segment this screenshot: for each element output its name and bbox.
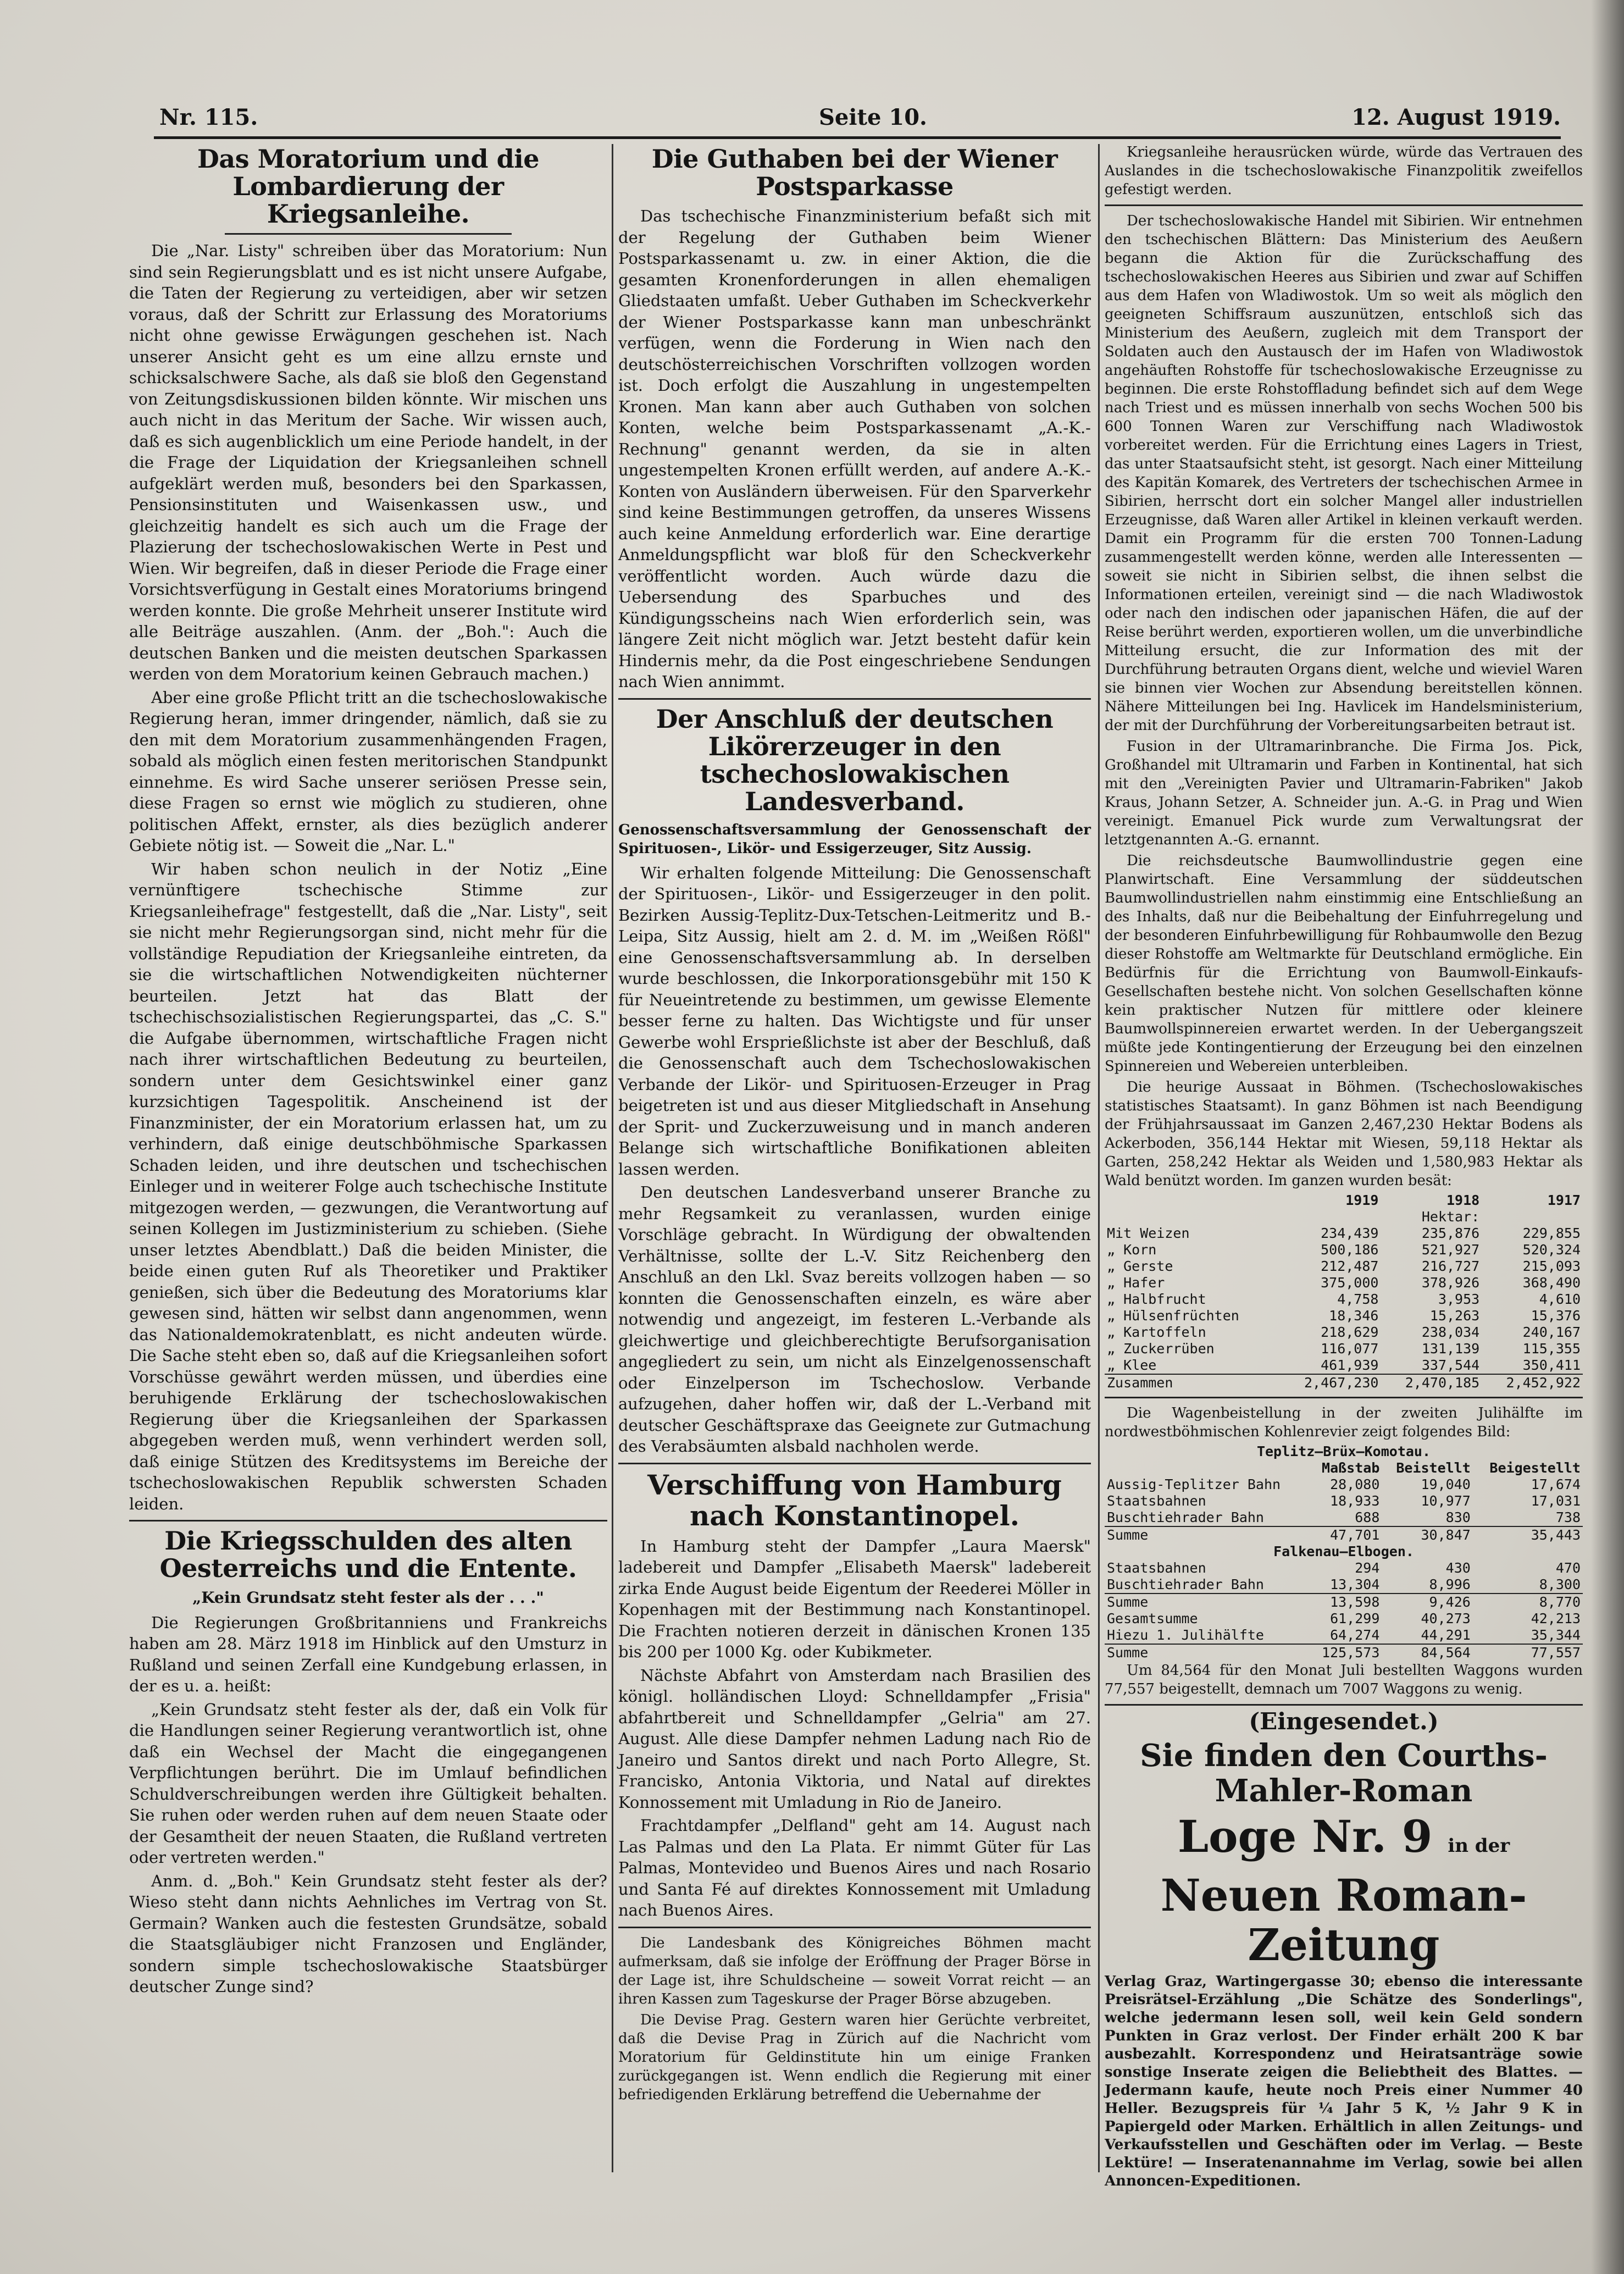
table-row: Gesamtsumme 61,299 40,273 42,213 [1107,1611,1581,1626]
unit-cell: Hektar: [1421,1209,1480,1225]
table-row [1105,1509,1583,1526]
column-divider [612,144,613,2172]
unit-row [1105,1209,1583,1225]
table-row [1105,1308,1583,1324]
paragraph: Wir haben schon neulich in der Notiz „Eine vernünftigere tschechische Stimme zur Kriegsanleihefrage" festgestellt, daß die „Nar. Listy", seit sie nicht mehr Regierungsorgan sind, nicht mehr für die vollständige Repudiation der Kriegsanleihe eintreten, da sie die wirtschaftlichen Notwendigkeiten nüchterner beurteilen. Jetzt hat das Blatt der tschechischsozialistischen Regierungspartei, das „C. S." die Aufgabe übernommen, wirtschaftliche Fragen nicht nach ihrer wirtschaftlichen Bedeutung zu beurteilen, sondern unter dem Gesichtswinkel einer ganz kurzsichtigen Tagespolitik. Anscheinend ist der Finanzminister, der ein Moratorium erlassen hat, um zu verhindern, daß einige deutschböhmische Sparkassen Schaden leiden, und ihre deutschen und tschechischen Einleger und in weiterer Folge auch tschechische Institute mitgezogen werden, — gezwungen, die Verantwortung auf seinen Kollegen im Justizministerium zu schieben. (Siehe unser letztes Abendblatt.) Daß die beiden Minister, die beide einen guten Ruf als Theoretiker und Praktiker genießen, sich über die Bedeutung des Moratoriums klar gewesen sind, hätten wir selbst dann angenommen, wenn das Nationaldemokratenblatt, es nicht andeuten würde. Die Sache steht eben so, daß auf die Kriegsanleihen sofort Vorschüsse gewährt werden müssen, und überdies eine beruhigende Erklärung der tschechoslowakischen Regierung über die Kriegsanleihen der Sparkassen abgegeben werden muß, wenn verhindert werden soll, daß einige Stützen des Kreditsystems im Bereiche der tschechoslowakischen Republik schwersten Schaden leiden. [129,859,607,1513]
table-header-row [1105,1192,1583,1209]
value-cell: 10,977 [1421,1493,1471,1509]
value-cell: 216,727 [1421,1258,1480,1274]
page-edge-shadow [1591,0,1624,2274]
paragraph: Frachtdampfer „Delfland" geht am 14. August nach Las Palmas und den La Plata. Er nimmt Güter für Las Palmas, Montevideo und Buenos Aires und nach Rosario und Santa Fé auf direktes Konnossement mit Umladung nach Buenos Aires. [618,1816,1091,1919]
value-cell: 212,487 [1321,1258,1379,1274]
column-3 [1105,143,1583,2189]
value-cell: 688 [1355,1509,1380,1525]
notice-devise-prag: Die Devise Prag. Gestern waren hier Gerüchte verbreitet, daß die Devise Prag in Zürich auf die Nachricht vom Moratorium für Geldinstitute hin um einige Franken zurückgegangen ist. Wenn endlich die Regierung mit einer befriedigenden Erklärung betreffend die Uebernahme der [618,2011,1091,2103]
value-cell: 15,376 [1531,1308,1581,1324]
divider [225,233,512,235]
year-cell: 1919 [1345,1192,1379,1208]
value-cell: 131,139 [1421,1341,1480,1357]
value-cell: 470 [1555,1560,1581,1576]
article-lead: „Kein Grundsatz steht fester als der . . ." [192,1589,544,1607]
paragraph: Das tschechische Finanzministerium befaßt sich mit der Regelung der Guthaben beim Wiener Postsparkassenamt u. zw. in einer Aktion, die die gesamten Kronenforderungen in allen ehemaligen Gliedstaaten umfaßt. Ueber Guthaben im Scheckverkehr der Wiener Postsparkasse kann man unbeschränkt verfügen, wenn die Forderung in Wien nach den deutschösterreichischen Vorschriften vollzogen worden ist. Doch erfolgt die Auszahlung in ungestempelten Kronen. Man kann aber auch Guthaben von solchen Konten, welche beim Postsparkassenamt „A.-K.-Rechnung" genannt werden, da sie in alten ungestempelten Kronen erfüllt werden, auf andere A.-K.-Konten von Ausländern überweisen. Für den Sparverkehr sind keine Bestimmungen getroffen, da unseres Wissens auch keine Anmeldung erforderlich war. Eine derartige Anmeldungspflicht war bloß für den Scheckverkehr veröffentlicht worden. Auch würde dazu die Uebersendung des Sparbuches und des Kündigungsscheins nach Wien erforderlich sein, was längere Zeit nicht möglich war. Jetzt besteht dafür kein Hindernis mehr, da die Post eingeschriebene Sendungen nach Wien annimmt. [618,207,1091,691]
column-2 [618,143,1091,2177]
divider [618,698,1091,700]
divider [129,1520,607,1521]
row-label: Aussig-Teplitzer Bahn [1107,1476,1281,1492]
value-cell: 350,411 [1522,1357,1581,1373]
paragraph: Nächste Abfahrt von Amsterdam nach Brasilien des königl. holländischen Lloyd: Schnelldampfer „Frisia" abfahrtbereit und Schnelldampfer „Gelria" am 27. August. Alle diese Dampfer nehmen Ladung nach Rio de Janeiro und Santos direkt und nach Porto Allegre, St. Francisko, Antonia Viktoria, und Natal auf direktes Konnossement mit Umladung in Rio de Janeiro. [618,1666,1091,1812]
row-label: Buschtiehrader Bahn [1107,1576,1264,1592]
row-label: Mit Weizen [1107,1225,1190,1241]
value-cell: 3,953 [1438,1291,1480,1307]
paragraph: Die „Nar. Listy" schreiben über das Moratorium: Nun sind sein Regierungsblatt und es ist nicht unsere Aufgabe, die Taten der Regierung zu verteidigen, aber wir setzen voraus, daß der Schritt zur Erlassung des Moratoriums nicht ohne gewisse Erwägungen geschehen ist. Nach unserer Ansicht geht es um eine allzu ernste und schicksalschwere Sache, als daß sie bloß den Gegenstand von Zeitungsdiskussionen bilden könnte. Wir mischen uns auch nicht in das Meritum der Sache. Wir wissen auch, daß es sich augenblicklich um eine Periode handelt, in der die Frage der Liquidation der Kriegsanleihen schnell aufgeklärt werden muß, besonders bei den Sparkassen, Pensionsinstituten und Waisenkassen usw., und gleichzeitig handelt es sich auch um die Frage der Plazierung der tschechoslowakischen Werte in Pest und Wien. Wir begreifen, daß in dieser Periode die Frage einer Vorsichtsverfügung in Gestalt eines Moratoriums bringend werden konnte. Die große Mehrheit unserer Institute wird alle Beiträge auszahlen. (Anm. der „Boh.": Auch die deutschen Banken und die meisten deutschen Sparkassen werden von dem Moratorium keinen Gebrauch machen.) [129,241,607,683]
article-title-likoerzeuger: Der Anschluß der deutschen Likörerzeuger in den tschechoslowakischen Landesverband. [656,704,1054,816]
value-cell: 4,610 [1539,1291,1581,1307]
divider [618,1927,1091,1928]
row-label: „ Klee [1107,1357,1157,1373]
row-label: „ Kartoffeln [1107,1324,1206,1340]
paragraph: Die Regierungen Großbritanniens und Frankreichs haben am 28. März 1918 im Hinblick auf den Umsturz in Rußland und seinen Zerfall eine Kundgebung erlassen, in der es u. a. heißt: [129,1613,607,1695]
paragraph: Anm. d. „Boh." Kein Grundsatz steht fester als der? Wieso steht dann nichts Aehnliches im Vertrag von St. Germain? Wanken auch die festesten Grundsätze, sobald die Staatsgläubiger nicht Franzosen und Engländer, sondern simple tschechoslowakische Staatsbürger deutscher Zunge sind? [129,1871,607,1996]
advert-text: Verlag Graz, Wartingergasse 30; ebenso die interessante Preisrätsel-Erzählung „Die Schätze des Sonderlings", welche jedermann lesen soll, weil kein Geld sondern Punkten in Graz verlost. Der Finder erhält 200 K bar ausbezahlt. Korrespondenz und Heiratsanträge sowie sonstige Inserate zeigen die Beliebtheit des Blattes. — Jedermann kaufe, heute noch Preis einer Nummer 40 Heller. Bezugspreis für ¼ Jahr 5 K, ½ Jahr 9 K in Papiergeld oder Marken. Erhältlich in allen Zeitungs- und Verkaufsstellen und Geschäften oder im Verlag. — Beste Lektüre! — Inseratenannahme im Verlag, sowie bei allen Annoncen-Expeditionen. [1105,1973,1583,2189]
crop-table [1105,1192,1583,1391]
divider [1105,1704,1583,1706]
table-row [1105,1357,1583,1374]
value-cell: 521,927 [1421,1242,1480,1258]
article-title-postsparkasse: Die Guthaben bei der Wiener Postsparkasse [651,144,1058,201]
row-label: „ Hafer [1107,1275,1165,1291]
value-cell: 461,939 [1321,1357,1379,1373]
table-row [1105,1341,1583,1357]
advert-headline: Sie finden den Courths-Mahler-Roman [1140,1737,1548,1809]
article-subtitle: Genossenschaftsversammlung der Genossenschaft der Spirituosen-, Likör- und Essigerzeuger, Sitz Aussig. [618,821,1091,857]
table-row: Zusammen 2,467,230 2,470,185 2,452,922 [1105,1374,1583,1391]
value-cell: 235,876 [1421,1225,1480,1241]
wagon-table [1105,1443,1583,1661]
value-cell: 368,490 [1522,1275,1581,1291]
table-row [1105,1476,1583,1493]
row-label: „ Halbfrucht [1107,1291,1206,1307]
issue-number: Nr. 115. [159,104,258,130]
value-cell: 520,324 [1522,1242,1581,1258]
paragraph: Aber eine große Pflicht tritt an die tschechoslowakische Regierung heran, immer dringender, nämlich, daß sie zu den mit dem Moratorium zusammenhängenden Fragen, sobald als möglich einen festen meritorischen Standpunkt einnehme. Es wird Sache unserer seriösen Presse sein, diese Fragen so ernst wie möglich zu studieren, ohne politischen Affekt, ernster, als dies bezüglich anderer Gebiete nötig ist. — Soweit die „Nar. L." [129,688,607,855]
year-cell: 1918 [1446,1192,1480,1208]
table-row [1105,1291,1583,1308]
table-row [1105,1324,1583,1341]
value-cell: 830 [1445,1509,1471,1525]
notice-sibirien: Der tschechoslowakische Handel mit Sibirien. Wir entnehmen den tschechischen Blättern: Das Ministerium des Aeußern begann die Aktion für die Zurückschaffung des tschechoslowakischen Heeres aus Sibirien und zwar auf Schiffen aus dem Hafen von Wladiwostok. Um so weit als möglich den geeigneten Schiffsraum auszunützen, entschloß sich das Ministerium des Aeußern, zugleich mit dem Transport der Soldaten auch den Austausch der im Hafen von Wladiwostok angehäuften Rohstoffe für tschechoslowakische Erzeugnisse zu beginnen. Die erste Rohstoffladung befindet sich auf dem Wege nach Triest und es müssen innerhalb von sechs Wochen 500 bis 600 Tonnen Waren zur Verschiffung nach Wladiwostok vorbereitet werden. Für die Errichtung eines Lagers in Triest, das unter Staatsaufsicht steht, ist gesorgt. Nach einer Mitteilung des Kapitän Komarek, des Vertreters der tschechischen Armee in Sibirien, herrscht dort ein solcher Mangel aller industriellen Erzeugnisse, daß Waren aller Artikel in kleinen verkauft werden. Damit ein Programm für die ersten 700 Tonnen-Ladung zusammengestellt werden könne, werden alle Interessenten — soweit sie nicht in Sibirien selbst, die ihnen selbst die Informationen erteilen, vereinigt sind — die nach Wladiwostok oder nach den indischen oder japanischen Häfen, die auf der Reise berührt werden, exportieren wollen, um die unverbindliche Mitteilung ersucht, die zur Information des mit der Durchführung betrauten Organs dient, welche und wieviel Waren sie binnen vier Wochen zur Absendung bereitstellen können. Nähere Mitteilungen bei Ing. Havlicek im Handelsministerium, der mit der Durchführung der Vorbereitungsarbeiten betraut ist. [1105,213,1583,734]
table-row [1105,1242,1583,1258]
column-1 [129,143,607,2177]
row-label: „ Korn [1107,1242,1157,1258]
value-cell: 8,996 [1429,1576,1471,1592]
paragraph: Wir erhalten folgende Mitteilung: Die Genossenschaft der Spirituosen-, Likör- und Essigerzeuger in den polit. Bezirken Aussig-Teplitz-Dux-Tetschen-Leitmeritz und B.-Leipa, Sitz Aussig, hielt am 2. d. M. im „Weißen Rößl" eine Genossenschaftsversammlung ab. In derselben wurde beschlossen, die Inkorporationsgebühr mit 150 K für Neueintretende zu bestimmen, um gewisse Elemente besser ferne zu halten. Das Wichtigste und für unser Gewerbe wohl Ersprießlichste ist aber der Beschluß, daß die Genossenschaft auch dem Tschechoslowakischen Verbande der Likör- und Spirituosen-Erzeuger in Prag beigetreten ist und aus dieser Mitgliedschaft in Ansehung der Sprit- und Zuckerzuweisung und in manch anderen Belange sich wirtschaftliche Bonifikationen ableiten lassen werden. [618,863,1091,1179]
notice-baumwolle: Die reichsdeutsche Baumwollindustrie gegen eine Planwirtschaft. Eine Versammlung der süddeutschen Baumwollindustriellen nahm einstimmig eine Entschließung an des Inhalts, daß nur die Beibehaltung der Einfuhrregelung und der besonderen Einfuhrbewilligung für Rohbaumwolle den Bezug dieser Rohstoffe am Weltmarkte für Deutschland ermögliche. Ein Bedürfnis für die Errichtung von Baumwoll-Einkaufs-Gesellschaften bestehe nicht. Von solchen Gesellschaften könne kein praktischer Nutzen für mittlere oder kleinere Baumwollspinnereien erwartet werden. In der Uebergangszeit müßte jede Kontingentierung der Erzeugung bei den einzelnen Spinnereien und Webereien unterbleiben. [1105,853,1583,1075]
issue-date: 12. August 1919. [1351,104,1561,130]
row-label: „ Zuckerrüben [1107,1341,1215,1357]
table-row [1105,1576,1583,1594]
section-row: Teplitz—Brüx—Komotau. [1256,1443,1431,1459]
table-row [1105,1493,1583,1509]
value-cell: 15,263 [1429,1308,1480,1324]
page-number: Seite 10. [819,104,927,130]
divider [1105,204,1583,206]
value-cell: 240,167 [1522,1324,1581,1340]
wagon-summary: Um 84,564 für den Monat Juli bestellten Waggons wurden 77,557 beigestellt, demnach um 7007 Waggons zu wenig. [1105,1662,1583,1697]
value-cell: 8,300 [1539,1576,1581,1592]
table-row [1105,1560,1583,1576]
value-cell: 378,926 [1421,1275,1480,1291]
notice-wagen: Die Wagenbeistellung in der zweiten Julihälfte im nordwestböhmischen Kohlenrevier zeigt folgendes Bild: [1105,1405,1583,1440]
divider [618,1463,1091,1464]
table-row: Summe 13,598 9,426 8,770 [1105,1594,1583,1611]
table-row: Summe 47,701 30,847 35,443 [1105,1526,1583,1543]
value-cell: 738 [1555,1509,1581,1525]
notice-ultramarin: Fusion in der Ultramarinbranche. Die Firma Jos. Pick, Großhandel mit Ultramarin und Farben in Kontinental, hat sich mit den „Vereinigten Pavier und Ultramarin-Fabriken" Jakob Kraus, Johann Setzer, A. Schneider jun. A.-G. in Prag und Wien vereinigt. Emanuel Pick wurde zum Verwaltungsrat der letztgenannten A.-G. ernannt. [1105,738,1583,848]
notice-landesbank: Die Landesbank des Königreiches Böhmen macht aufmerksam, daß sie infolge der Eröffnung der Prager Börse in der Lage ist, ihre Schuldscheine — soweit Vorrat reicht — an ihren Kassen zum Tageskurse der Prager Börse abzugeben. [618,1934,1091,2007]
paragraph-continued: Kriegsanleihe herausrücken würde, würde das Vertrauen des Auslandes in die tschechoslowakische Finanzpolitik zweifellos gefestigt werden. [1105,144,1583,198]
column-divider [1098,144,1100,2172]
table-row: Summe 125,573 84,564 77,557 [1105,1644,1583,1661]
header-rule [154,136,1561,139]
advert-title-publication: Neuen Roman-Zeitung [1160,1869,1527,1971]
value-cell: 19,040 [1421,1476,1471,1492]
row-label: Staatsbahnen [1107,1493,1206,1509]
row-label: „ Hülsenfrüchten [1107,1308,1239,1324]
table-row [1105,1275,1583,1291]
value-cell: 234,439 [1321,1225,1379,1241]
advert-title-connector: in der [1448,1834,1510,1857]
table-header-row: Maßstab Beistellt Beigestellt [1322,1460,1581,1476]
advert-title [1105,1812,1583,1969]
article-title-moratorium: Das Moratorium und die Lombardierung der Kriegsanleihe. [197,144,539,229]
value-cell: 218,629 [1321,1324,1379,1340]
value-cell: 215,093 [1522,1258,1581,1274]
value-cell: 116,077 [1321,1341,1379,1357]
table-row [1105,1258,1583,1275]
paragraph: „Kein Grundsatz steht fester als der, daß ein Volk für die Handlungen seiner Regierung verantwortlich ist, ohne daß ein Wechsel der Macht die eingegangenen Verpflichtungen berührt. Die im Umlauf befindlichen Schuldverschreibungen werden ihre Gültigkeit behalten. Sie ruhen oder werden ruhen auf dem neuen Staate oder der Gesamtheit der neuen Staaten, die Rußland vertreten oder vertreten werden." [129,1700,607,1867]
article-title-verschiffung: Verschiffung von Hamburg nach Konstantinopel. [647,1468,1062,1532]
advert-title-main: Loge Nr. 9 [1177,1810,1433,1862]
paragraph: In Hamburg steht der Dampfer „Laura Maersk" ladebereit und Dampfer „Elisabeth Maersk" ladebereit zirka Ende August beide Eigentum der Reederei Möller in Kopenhagen mit der Bestimmung nach Konstantinopel. Die Frachten notieren derzeit in dänischen Kronen 135 bis 200 per 1000 Kg. oder Kubikmeter. [618,1536,1091,1661]
value-cell: 430 [1445,1560,1471,1576]
value-cell: 294 [1355,1560,1380,1576]
value-cell: 229,855 [1522,1225,1581,1241]
divider [1105,1397,1583,1398]
value-cell: 17,031 [1531,1493,1581,1509]
value-cell: 375,000 [1321,1275,1379,1291]
value-cell: 28,080 [1330,1476,1380,1492]
table-row: Hiezu 1. Julihälfte 64,274 44,291 35,344 [1107,1627,1581,1643]
value-cell: 337,544 [1421,1357,1480,1373]
article-title-kriegsschulden: Die Kriegsschulden des alten Oesterreichs und die Entente. [159,1526,577,1583]
value-cell: 18,346 [1329,1308,1379,1324]
paragraph: Den deutschen Landesverband unserer Branche zu mehr Regsamkeit zu veranlassen, wurden einige Vorschläge gebracht. In Würdigung der obwaltenden Verhältnisse, sollte der L.-V. Sitz Reichenberg den Anschluß an den Lkl. Svaz bereits vollzogen haben — so konnten die Genossenschaften einzeln, es wäre aber notwendig und angezeigt, im festeren L.-Verbande als gleichwertige und gleichberechtigte Berufsorganisation angegliedert zu sein, um nicht als Einzelgenossenschaft oder Einzelperson im Tschechoslow. Verbande aufzugehen, daher hoffen wir, daß der L.-Verband mit deutscher Geschäftspraxe das Geeignete zur Gutmachung des Verabsäumten alsbald nachholen werde. [618,1183,1091,1456]
row-label: „ Gerste [1107,1258,1173,1274]
table-row [1105,1225,1583,1242]
value-cell: 500,186 [1321,1242,1379,1258]
advert-label: (Eingesendet.) [1249,1708,1439,1735]
value-cell: 18,933 [1330,1493,1380,1509]
value-cell: 4,758 [1337,1291,1379,1307]
value-cell: 115,355 [1522,1341,1581,1357]
section-row: Falkenau—Elbogen. [1273,1543,1414,1559]
value-cell: 13,304 [1330,1576,1380,1592]
year-cell: 1917 [1547,1192,1581,1208]
value-cell: 238,034 [1421,1324,1480,1340]
row-label: Buschtiehrader Bahn [1107,1509,1264,1525]
value-cell: 17,674 [1531,1476,1581,1492]
row-label: Staatsbahnen [1107,1560,1206,1576]
notice-aussaat: Die heurige Aussaat in Böhmen. (Tschechoslowakisches statistisches Staatsamt). In ganz Böhmen ist nach Beendigung der Frühjahrsaussaat im Ganzen 2,467,230 Hektar Bodens als Ackerboden, 356,144 Hektar mit Wiesen, 59,118 Hektar als Garten, 258,242 Hektar als Weiden und 1,580,983 Hektar als Wald benützt worden. Im ganzen wurden besät: [1105,1079,1583,1189]
